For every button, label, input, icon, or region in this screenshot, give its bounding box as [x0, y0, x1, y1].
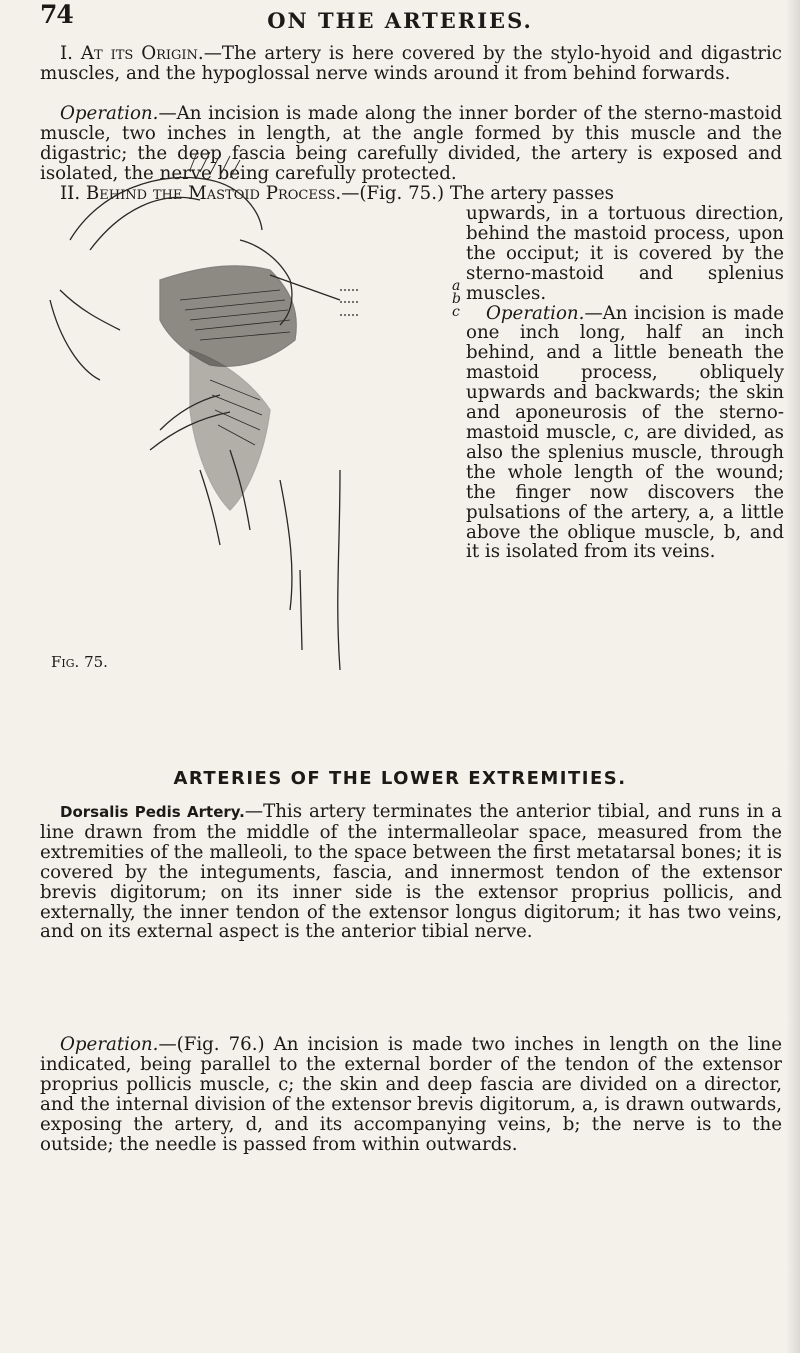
heading-origin: I. At its Origin. — [60, 43, 204, 64]
column-mastoid — [466, 204, 784, 562]
text-mastoid-head: —(Fig. 75.) The artery passes — [341, 183, 614, 204]
muscle-mass-lower — [190, 350, 270, 510]
skull-inner — [90, 197, 200, 250]
back-line-2 — [280, 480, 292, 610]
operation-mastoid-label: Operation. — [486, 302, 585, 324]
figure-caption: Fig. 75. — [51, 653, 108, 671]
page-number: 74 — [40, 0, 73, 29]
text-operation-dorsalis: —(Fig. 76.) An incision is made two inches in length on the line indicated, being parallel to the external border of the tendon of the extensor proprius pollicis muscle, c; the skin and deep fascia are divided on a director, and the internal division of the extensor brevis digitorum, a, is drawn outwards, exposing the artery, d, and its accompanying veins, b; the nerve is to the outside; the needle is passed from within outwards. — [40, 1034, 782, 1155]
section-title-lower-extremities: ARTERIES OF THE LOWER EXTREMITIES. — [173, 768, 627, 789]
text-mastoid-col: upwards, in a tortuous direction, behind the mastoid process, upon the occiput; it is covered by the sterno-mastoid and splenius muscles. — [466, 203, 784, 304]
figure-label-a: a — [452, 278, 461, 294]
paragraph-operation-dorsalis — [40, 1035, 782, 1154]
back-line — [338, 470, 340, 670]
figure-75-illustration — [40, 150, 480, 710]
figure-label-c: c — [452, 304, 460, 320]
running-head: ON THE ARTERIES. — [267, 8, 533, 33]
page-edge — [786, 0, 800, 1353]
operation-label: Operation. — [60, 103, 159, 124]
paragraph-origin — [40, 44, 782, 84]
skull-outline — [70, 178, 262, 241]
text-dorsalis: —This artery terminates the anterior tibial, and runs in a line drawn from the middle of the intermalleolar space, measured from the extremities of the malleoli, to the space between the first metatarsal bones; it is covered by the integuments, fascia, and innermost tendon of the extensor brevis digitorum; on its inner side is the extensor proprius pollicis, and externally, the inner tendon of the extensor longus digitorum; it has two veins, and on its external aspect is the anterior tibial nerve. — [40, 801, 782, 943]
heading-dorsalis: Dorsalis Pedis Artery. — [60, 803, 245, 821]
neck-line-2 — [50, 300, 100, 380]
neck-line — [60, 290, 120, 330]
heading-mastoid: II. Behind the Mastoid Process. — [60, 183, 342, 204]
figure-label-b: b — [452, 291, 461, 307]
text-operation-origin: —An incision is made along the inner border of the sterno-mastoid muscle, two inches in length, at the angle formed by this muscle and the digastric; the deep fascia being carefully divided, the artery is exposed and isolated, the nerve being carefully protected. — [40, 103, 782, 184]
text-origin: —The artery is here covered by the stylo-hyoid and digastric muscles, and the hypoglossal nerve winds around it from behind forwards. — [40, 43, 782, 84]
text-operation-mastoid: —An incision is made one inch long, half an inch behind, and a little beneath the mastoid process, obliquely upwards and backwards; the skin and aponeurosis of the sterno-mastoid muscle, c, are divided, as also the splenius muscle, through the whole length of the wound; the finger now discovers the pulsations of the artery, a, a little above the oblique muscle, b, and it is isolated from its veins. — [466, 302, 784, 563]
paragraph-dorsalis — [40, 802, 782, 942]
operation-dorsalis-label: Operation. — [60, 1034, 159, 1055]
